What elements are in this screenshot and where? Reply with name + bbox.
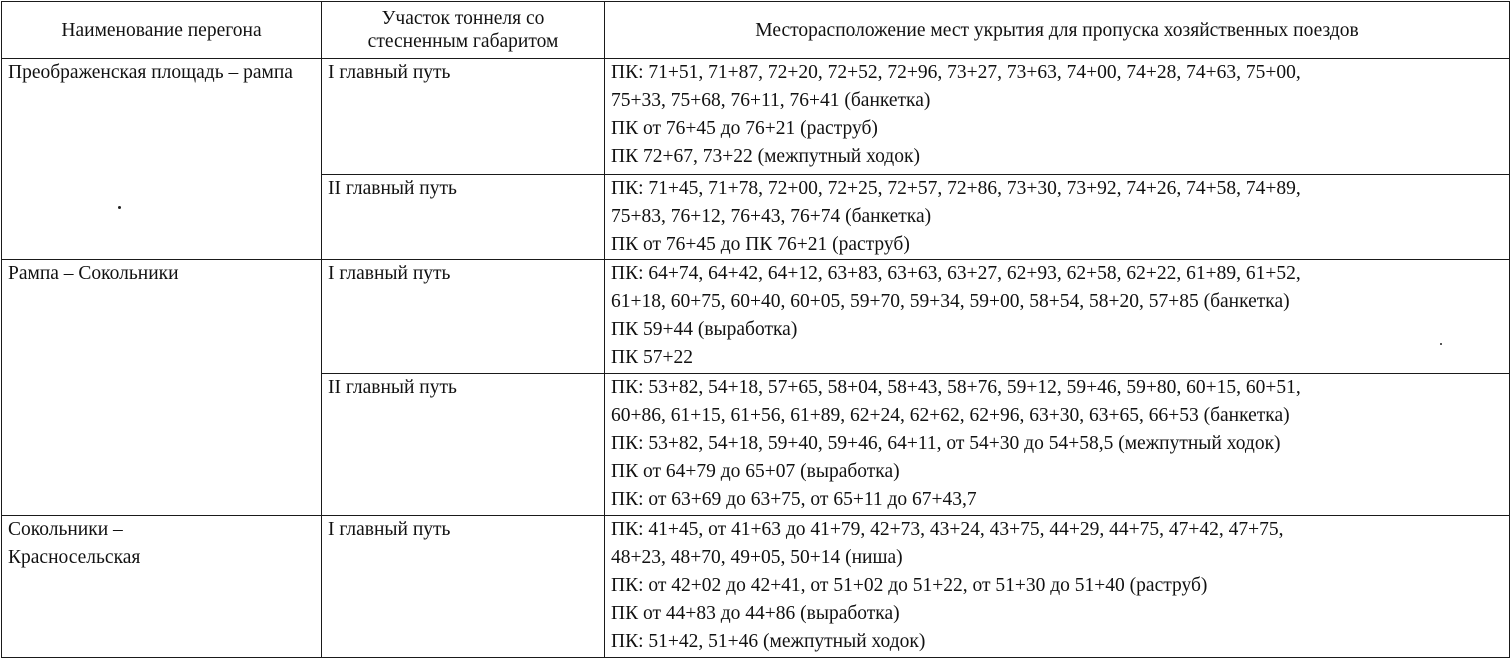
header-section-name: Наименование перегона	[2, 2, 322, 59]
section-cell	[2, 59, 322, 260]
location-line: ПК: 64+74, 64+42, 64+12, 63+83, 63+63, 63+27, 62+93, 62+58, 62+22, 61+89, 61+52,	[611, 263, 1301, 284]
pk-shelter-table	[1, 1, 1510, 658]
location-line: 60+86, 61+15, 61+56, 61+89, 62+24, 62+62, 62+96, 63+30, 63+65, 66+53 (банкетка)	[611, 405, 1290, 426]
header-tunnel-segment	[322, 2, 605, 59]
location-line: 75+83, 76+12, 76+43, 76+74 (банкетка)	[611, 206, 932, 227]
table-row	[2, 516, 1510, 658]
location-line: 61+18, 60+75, 60+40, 60+05, 59+70, 59+34, 59+00, 58+54, 58+20, 57+85 (банкетка)	[611, 291, 1290, 312]
section-name: Рампа – Сокольники	[8, 263, 179, 284]
location-line: ПК: 71+45, 71+78, 72+00, 72+25, 72+57, 72+86, 73+30, 73+92, 74+26, 74+58, 74+89,	[611, 178, 1301, 199]
location-line: ПК 72+67, 73+22 (межпутный ходок)	[611, 146, 920, 167]
location-line: ПК: от 63+69 до 63+75, от 65+11 до 67+43,7	[611, 489, 977, 510]
location-line: 48+23, 48+70, 49+05, 50+14 (ниша)	[611, 547, 903, 568]
location-line: ПК: 53+82, 54+18, 59+40, 59+46, 64+11, от 54+30 до 54+58,5 (межпутный ходок)	[611, 433, 1281, 454]
location-cell	[605, 516, 1510, 658]
location-line: ПК от 76+45 до ПК 76+21 (раструб)	[611, 234, 910, 255]
location-line: ПК 59+44 (выработка)	[611, 319, 798, 340]
location-line: ПК: 51+42, 51+46 (межпутный ходок)	[611, 631, 926, 652]
table-row	[2, 260, 1510, 374]
track-name: I главный путь	[328, 263, 451, 284]
location-line: 75+33, 75+68, 76+11, 76+41 (банкетка)	[611, 90, 931, 111]
track-cell	[322, 59, 605, 175]
location-line: ПК 57+22	[611, 347, 693, 368]
track-cell	[322, 260, 605, 374]
location-line: ПК: 71+51, 71+87, 72+20, 72+52, 72+96, 73+27, 73+63, 74+00, 74+28, 74+63, 75+00,	[611, 62, 1301, 83]
track-cell	[322, 175, 605, 260]
scan-speck	[118, 206, 121, 209]
location-line: ПК от 64+79 до 65+07 (выработка)	[611, 461, 900, 482]
location-line: ПК от 76+45 до 76+21 (раструб)	[611, 118, 878, 139]
location-line: ПК: 41+45, от 41+63 до 41+79, 42+73, 43+24, 43+75, 44+29, 44+75, 47+42, 47+75,	[611, 519, 1284, 540]
table-row	[2, 59, 1510, 175]
header-tunnel-segment-text: Участок тоннеля со стесненным габаритом	[367, 8, 559, 52]
location-cell	[605, 374, 1510, 516]
track-cell	[322, 516, 605, 658]
track-name: I главный путь	[328, 519, 451, 540]
location-line: ПК: от 42+02 до 42+41, от 51+02 до 51+22, от 51+30 до 51+40 (раструб)	[611, 575, 1208, 596]
section-name: Сокольники – Красносельская	[8, 519, 141, 568]
location-line: ПК: 53+82, 54+18, 57+65, 58+04, 58+43, 58+76, 59+12, 59+46, 59+80, 60+15, 60+51,	[611, 377, 1301, 398]
track-cell	[322, 374, 605, 516]
section-cell	[2, 260, 322, 516]
table-header-row	[2, 2, 1510, 59]
scan-speck	[1440, 343, 1442, 345]
track-name: II главный путь	[328, 377, 457, 398]
location-line: ПК от 44+83 до 44+86 (выработка)	[611, 603, 900, 624]
header-shelter-location: Месторасположение мест укрытия для пропуска хозяйственных поездов	[605, 2, 1510, 59]
track-name: II главный путь	[328, 178, 457, 199]
track-name: I главный путь	[328, 62, 451, 83]
section-cell	[2, 516, 322, 658]
location-cell	[605, 175, 1510, 260]
section-name: Преображенская площадь – рампа	[8, 62, 293, 83]
location-cell	[605, 59, 1510, 175]
location-cell	[605, 260, 1510, 374]
